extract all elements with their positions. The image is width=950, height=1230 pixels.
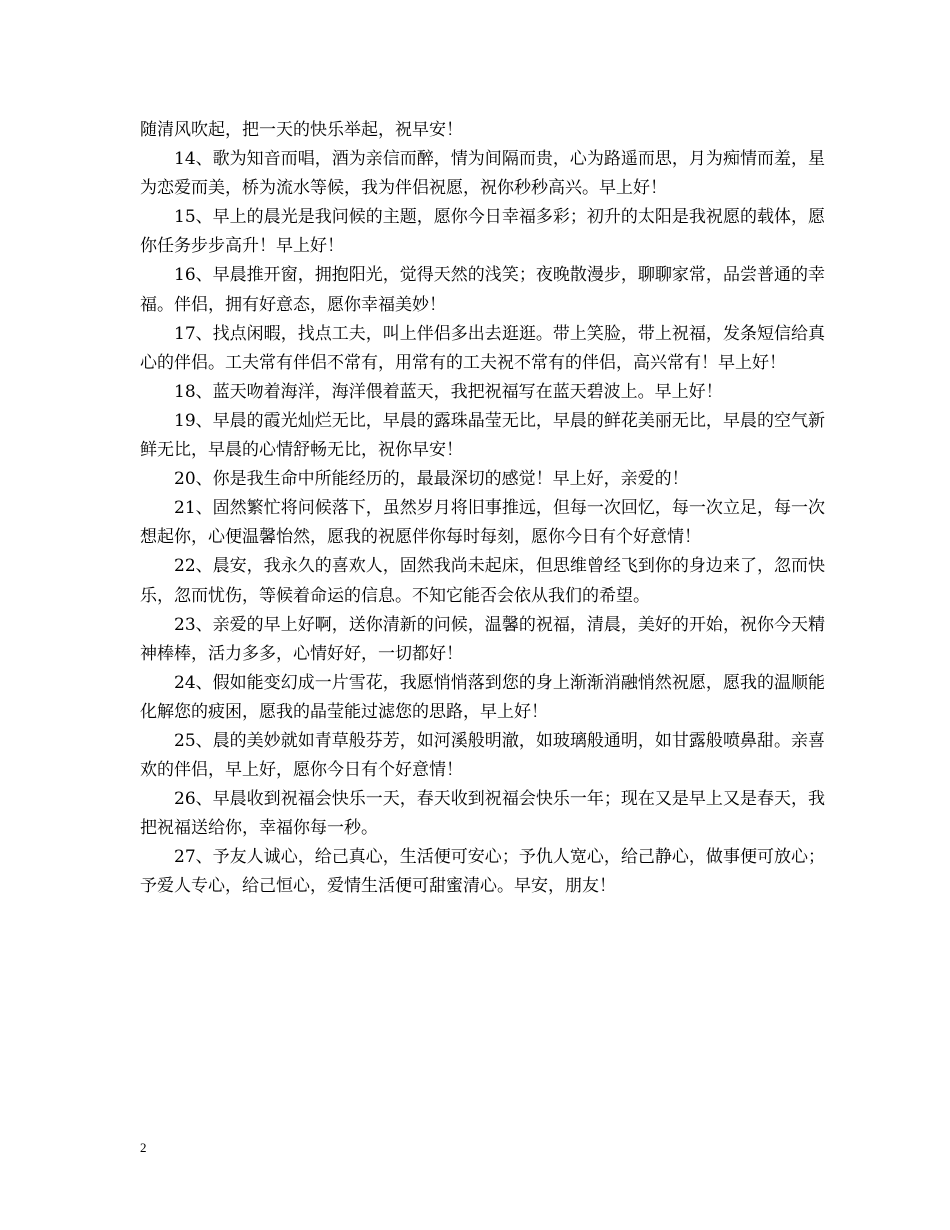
paragraph: 17、找点闲暇，找点工夫，叫上伴侣多出去逛逛。带上笑脸，带上祝福，发条短信给真心的伴侣。工夫常有伴侣不常有，用常有的工夫祝不常有的伴侣，高兴常有！早上好！ bbox=[140, 323, 825, 373]
paragraph: 16、早晨推开窗，拥抱阳光，觉得天然的浅笑；夜晚散漫步，聊聊家常，品尝普通的幸福。伴侣，拥有好意态，愿你幸福美妙！ bbox=[140, 265, 825, 315]
paragraph: 18、蓝天吻着海洋，海洋偎着蓝天，我把祝福写在蓝天碧波上。早上好！ bbox=[174, 381, 723, 402]
page-number: 2 bbox=[140, 1140, 147, 1155]
document-body bbox=[140, 116, 825, 902]
paragraph: 随清风吹起，把一天的快乐举起，祝早安！ bbox=[140, 120, 463, 140]
paragraph: 19、早晨的霞光灿烂无比，早晨的露珠晶莹无比，早晨的鲜花美丽无比，早晨的空气新鲜无比，早晨的心情舒畅无比，祝你早安！ bbox=[140, 410, 825, 461]
paragraph: 20、你是我生命中所能经历的，最最深切的感觉！早上好，亲爱的！ bbox=[174, 469, 689, 490]
paragraph: 21、固然繁忙将问候落下，虽然岁月将旧事推远，但每一次回忆，每一次立足，每一次想起你，心便温馨怡然，愿我的祝愿伴你每时每刻，愿你今日有个好意情！ bbox=[140, 498, 825, 548]
paragraph: 14、歌为知音而唱，酒为亲信而醉，情为间隔而贵，心为路遥而思，月为痴情而羞，星为恋爱而美，桥为流水等候，我为伴侣祝愿，祝你秒秒高兴。早上好！ bbox=[140, 149, 825, 199]
paragraph: 26、早晨收到祝福会快乐一天，春天收到祝福会快乐一年；现在又是早上又是春天，我把祝福送给你，幸福你每一秒。 bbox=[140, 789, 825, 839]
paragraph: 24、假如能变幻成一片雪花，我愿悄悄落到您的身上渐渐消融悄然祝愿，愿我的温顺能化解您的疲困，愿我的晶莹能过滤您的思路，早上好！ bbox=[140, 672, 825, 722]
paragraph: 15、早上的晨光是我问候的主题，愿你今日幸福多彩；初升的太阳是我祝愿的载体，愿你任务步步高升！早上好！ bbox=[140, 207, 825, 257]
paragraph: 22、晨安，我永久的喜欢人，固然我尚未起床，但思维曾经飞到你的身边来了，忽而快乐，忽而忧伤，等候着命运的信息。不知它能否会依从我们的希望。 bbox=[140, 556, 825, 606]
paragraph: 25、晨的美妙就如青草般芬芳，如河溪般明澈，如玻璃般通明，如甘露般喷鼻甜。亲喜欢的伴侣，早上好，愿你今日有个好意情！ bbox=[140, 730, 825, 781]
paragraph: 27、予友人诚心，给己真心，生活便可安心；予仇人宽心，给己静心，做事便可放心；予爱人专心，给己恒心，爱情生活便可甜蜜清心。早安，朋友！ bbox=[140, 847, 825, 897]
paragraph: 23、亲爱的早上好啊，送你清新的问候，温馨的祝福，清晨，美好的开始，祝你今天精神棒棒，活力多多，心情好好，一切都好！ bbox=[140, 614, 825, 664]
